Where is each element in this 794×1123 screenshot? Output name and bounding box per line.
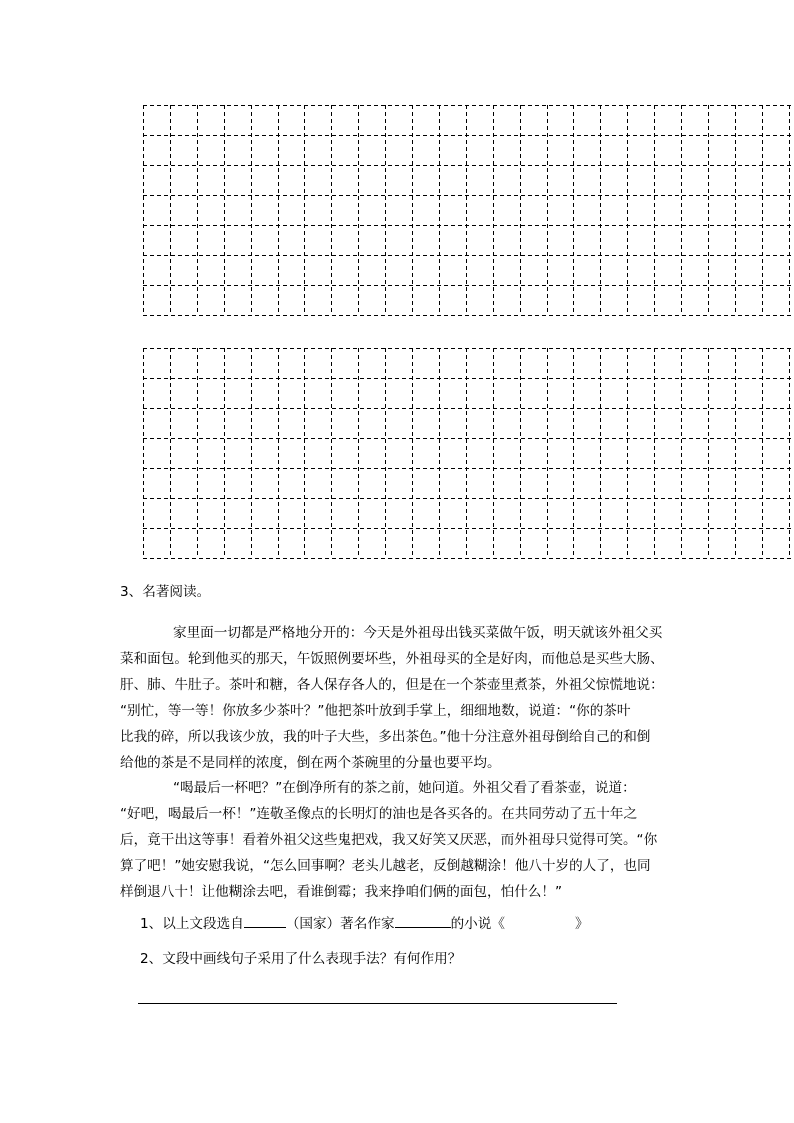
paragraph-line: 样倒退八十！让他糊涂去吧，看谁倒霉；我来挣咱们俩的面包，怕什么！” xyxy=(120,884,563,900)
paragraph-line: 比我的碎，所以我该少放，我的叶子大些，多出茶色。”他十分注意外祖母倒给自己的和倒 xyxy=(120,729,651,745)
question-1-text-b: （国家）著名作家 xyxy=(285,916,395,932)
section-title: 3、名著阅读。 xyxy=(120,584,211,600)
answer-line[interactable] xyxy=(138,1003,617,1004)
paragraph-line: 算了吧！”她安慰我说，“怎么回事啊？老头儿越老，反倒越糊涂！他八十岁的人了，也同 xyxy=(120,858,651,874)
question-1-text-d: 》 xyxy=(574,916,589,932)
paragraph-line: 后，竟干出这等事！看着外祖父这些鬼把戏，我又好笑又厌恶，而外祖母只觉得可笑。“你 xyxy=(120,832,658,848)
paragraph-line: “别忙，等一等！你放多少茶叶？”他把茶叶放到手掌上，细细地数，说道：“你的茶叶 xyxy=(120,703,631,719)
author-blank[interactable] xyxy=(395,914,451,928)
question-1-text-c: 的小说《 xyxy=(450,916,505,932)
paragraph-line: 家里面一切都是严格地分开的：今天是外祖母出钱买菜做午饭，明天就该外祖父买 xyxy=(173,625,663,641)
question-1-text-a: 1、以上文段选自 xyxy=(140,916,244,932)
paragraph-line: 肝、肺、牛肚子。茶叶和糖，各人保存各人的，但是在一个茶壶里煮茶，外祖父惊慌地说： xyxy=(120,677,664,693)
question-1 xyxy=(140,914,589,932)
question-2: 2、文段中画线句子采用了什么表现手法？有何作用？ xyxy=(140,951,462,967)
paragraph-line: 菜和面包。轮到他买的那天，午饭照例要坏些，外祖母买的全是好肉，而他总是买些大肠、 xyxy=(120,651,664,667)
country-blank[interactable] xyxy=(244,914,286,928)
paragraph-line: “喝最后一杯吧？”在倒净所有的茶之前，她问道。外祖父看了看茶壶，说道： xyxy=(173,780,636,796)
paragraph-line: “好吧，喝最后一杯！”连敬圣像点的长明灯的油也是各买各的。在共同劳动了五十年之 xyxy=(120,806,638,822)
paragraph-line: 给他的茶是不是同样的浓度，倒在两个茶碗里的分量也要平均。 xyxy=(120,755,501,771)
